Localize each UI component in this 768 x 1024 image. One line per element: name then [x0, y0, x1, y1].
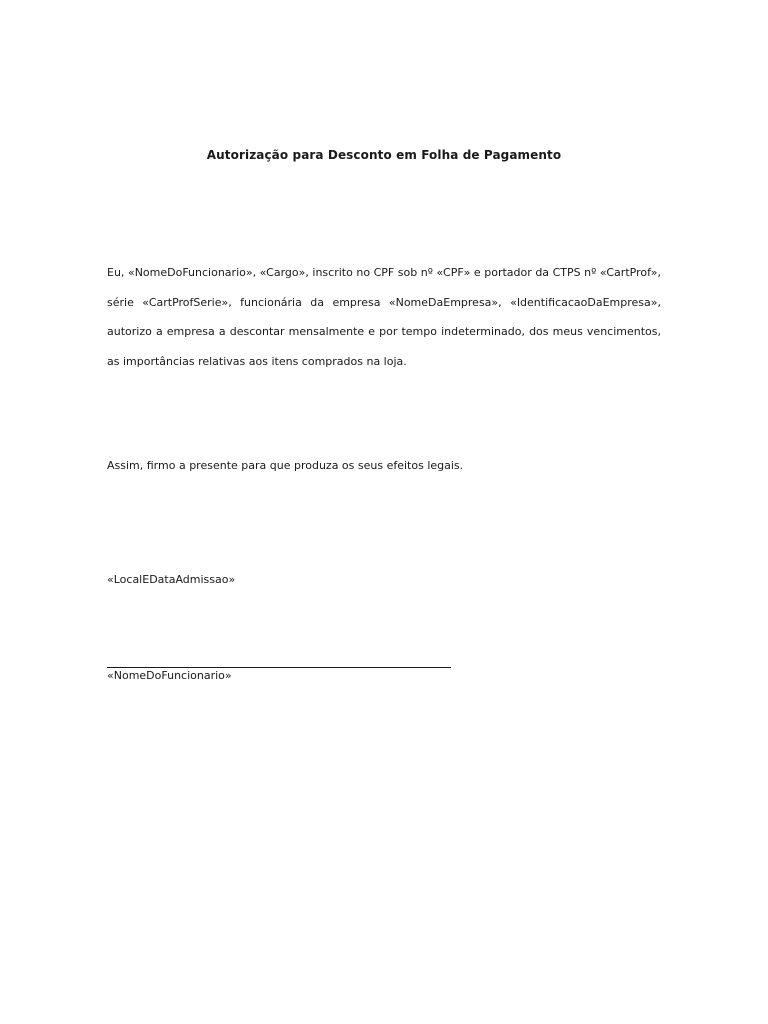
- signature-name: «NomeDoFuncionario»: [107, 669, 232, 682]
- place-and-date: «LocalEDataAdmissao»: [107, 573, 236, 586]
- document-title: Autorização para Desconto em Folha de Pagamento: [206, 148, 562, 162]
- authorization-paragraph: Eu, «NomeDoFuncionario», «Cargo», inscrito no CPF sob nº «CPF» e portador da CTPS nº «CartProf», série «CartProfSerie», funcionária da empresa «NomeDaEmpresa», «IdentificacaoDaEmpresa», autorizo a empresa a descontar mensalmente e por tempo indeterminado, dos meus vencimentos, as importâncias relativas aos itens comprados na loja.: [107, 266, 661, 368]
- closing-statement: Assim, firmo a presente para que produza os seus efeitos legais.: [107, 459, 464, 472]
